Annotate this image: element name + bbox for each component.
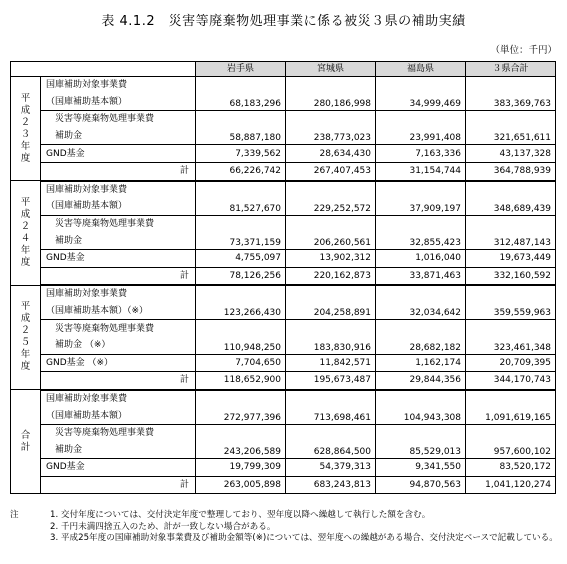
header-corner bbox=[11, 62, 196, 77]
table-body bbox=[11, 77, 556, 494]
era-char: ４ bbox=[20, 232, 31, 244]
value-cell: 7,163,336 bbox=[376, 145, 466, 163]
row-label: （国庫補助基本額） bbox=[41, 407, 196, 424]
era-char: ３ bbox=[20, 128, 31, 140]
subsidy-table bbox=[10, 61, 556, 494]
value-cell: 364,788,939 bbox=[466, 162, 556, 180]
unit-label: （単位：千円） bbox=[490, 45, 557, 56]
era-char: 度 bbox=[20, 152, 31, 164]
table-row bbox=[11, 267, 556, 285]
value-cell: 81,527,670 bbox=[196, 181, 286, 216]
value-cell: 1,091,619,165 bbox=[466, 390, 556, 425]
col-header-fukushima: 福島県 bbox=[376, 62, 466, 77]
value-cell: 19,799,309 bbox=[196, 459, 286, 477]
value-cell: 13,902,312 bbox=[286, 249, 376, 267]
value-cell: 195,673,487 bbox=[286, 372, 376, 390]
row-label: 国庫補助対象事業費 bbox=[41, 181, 196, 199]
row-label: 補助金 bbox=[41, 128, 196, 145]
value-cell: 104,943,308 bbox=[376, 390, 466, 425]
era-char: ２ bbox=[20, 116, 31, 128]
value-cell: 229,252,572 bbox=[286, 181, 376, 216]
value-cell: 332,160,592 bbox=[466, 267, 556, 285]
table-row bbox=[11, 285, 556, 303]
value-cell: 78,126,256 bbox=[196, 267, 286, 285]
value-cell: 7,704,650 bbox=[196, 354, 286, 372]
notes-heading: 注 bbox=[10, 510, 19, 520]
era-char: ５ bbox=[20, 337, 31, 349]
value-cell: 1,041,120,274 bbox=[466, 476, 556, 494]
era-char: 平 bbox=[20, 196, 31, 208]
col-header-total: ３県合計 bbox=[466, 62, 556, 77]
table-row bbox=[11, 354, 556, 372]
value-cell: 54,379,313 bbox=[286, 459, 376, 477]
value-cell: 20,709,395 bbox=[466, 354, 556, 372]
value-cell: 68,183,296 bbox=[196, 77, 286, 111]
row-label: GND基金 bbox=[41, 145, 196, 163]
table-row bbox=[11, 372, 556, 390]
table-row bbox=[11, 162, 556, 180]
era-char: 成 bbox=[20, 313, 31, 325]
value-cell: 1,162,174 bbox=[376, 354, 466, 372]
value-cell: 7,339,562 bbox=[196, 145, 286, 163]
row-label: 国庫補助対象事業費 bbox=[41, 390, 196, 408]
row-label: （国庫補助基本額） bbox=[41, 94, 196, 111]
value-cell: 83,520,172 bbox=[466, 459, 556, 477]
row-label: 国庫補助対象事業費 bbox=[41, 77, 196, 94]
table-row bbox=[11, 145, 556, 163]
era-char: 度 bbox=[20, 361, 31, 373]
era-char: 合 bbox=[20, 429, 31, 441]
col-header-miyagi: 宮城県 bbox=[286, 62, 376, 77]
era-char: 平 bbox=[20, 92, 31, 104]
value-cell: 272,977,396 bbox=[196, 390, 286, 425]
value-cell: 110,948,250 bbox=[196, 320, 286, 354]
table-header-row bbox=[11, 62, 556, 77]
era-char: 年 bbox=[20, 349, 31, 361]
row-label: 補助金 bbox=[41, 232, 196, 249]
value-cell: 628,864,500 bbox=[286, 424, 376, 458]
value-cell: 312,487,143 bbox=[466, 215, 556, 249]
total-label: 計 bbox=[41, 162, 196, 180]
total-label: 計 bbox=[41, 476, 196, 494]
value-cell: 321,651,611 bbox=[466, 111, 556, 145]
notes-section bbox=[10, 510, 560, 545]
document-title: 表 4.1.2 災害等廃棄物処理事業に係る被災３県の補助実績 bbox=[101, 14, 466, 29]
row-label: 国庫補助対象事業費 bbox=[41, 285, 196, 303]
value-cell: 683,243,813 bbox=[286, 476, 376, 494]
value-cell: 85,529,013 bbox=[376, 424, 466, 458]
value-cell: 94,870,563 bbox=[376, 476, 466, 494]
value-cell: 348,689,439 bbox=[466, 181, 556, 216]
table-row bbox=[11, 215, 556, 232]
era-label bbox=[11, 181, 41, 286]
row-label: GND基金 bbox=[41, 249, 196, 267]
value-cell: 33,871,463 bbox=[376, 267, 466, 285]
row-label: （国庫補助基本額） bbox=[41, 198, 196, 215]
value-cell: 1,016,040 bbox=[376, 249, 466, 267]
value-cell: 359,559,963 bbox=[466, 285, 556, 320]
value-cell: 123,266,430 bbox=[196, 285, 286, 320]
era-label bbox=[11, 77, 41, 181]
table-row bbox=[11, 476, 556, 494]
value-cell: 263,005,898 bbox=[196, 476, 286, 494]
era-label bbox=[11, 390, 41, 494]
value-cell: 344,170,743 bbox=[466, 372, 556, 390]
value-cell: 29,844,356 bbox=[376, 372, 466, 390]
row-label: 災害等廃棄物処理事業費 bbox=[41, 320, 196, 337]
value-cell: 28,682,182 bbox=[376, 320, 466, 354]
row-label: 災害等廃棄物処理事業費 bbox=[41, 111, 196, 128]
value-cell: 32,034,642 bbox=[376, 285, 466, 320]
value-cell: 267,407,453 bbox=[286, 162, 376, 180]
value-cell: 383,369,763 bbox=[466, 77, 556, 111]
value-cell: 19,673,449 bbox=[466, 249, 556, 267]
row-label: 補助金 （※） bbox=[41, 337, 196, 354]
value-cell: 280,186,998 bbox=[286, 77, 376, 111]
col-header-iwate: 岩手県 bbox=[196, 62, 286, 77]
value-cell: 323,461,348 bbox=[466, 320, 556, 354]
era-char: ２ bbox=[20, 220, 31, 232]
value-cell: 23,991,408 bbox=[376, 111, 466, 145]
era-char: 成 bbox=[20, 208, 31, 220]
value-cell: 58,887,180 bbox=[196, 111, 286, 145]
table-row bbox=[11, 459, 556, 477]
value-cell: 4,755,097 bbox=[196, 249, 286, 267]
value-cell: 957,600,102 bbox=[466, 424, 556, 458]
row-label: 補助金 bbox=[41, 441, 196, 458]
era-char: ２ bbox=[20, 325, 31, 337]
table-row bbox=[11, 181, 556, 199]
table-row bbox=[11, 320, 556, 337]
note-item: 1. 交付年度については、交付決定年度で整理しており、翌年度以降へ繰越して執行した額を含む。 bbox=[50, 510, 431, 520]
value-cell: 73,371,159 bbox=[196, 215, 286, 249]
value-cell: 243,206,589 bbox=[196, 424, 286, 458]
value-cell: 183,830,916 bbox=[286, 320, 376, 354]
value-cell: 204,258,891 bbox=[286, 285, 376, 320]
value-cell: 43,137,328 bbox=[466, 145, 556, 163]
total-label: 計 bbox=[41, 372, 196, 390]
total-label: 計 bbox=[41, 267, 196, 285]
era-char: 計 bbox=[20, 441, 31, 453]
era-char: 平 bbox=[20, 301, 31, 313]
row-label: GND基金 bbox=[41, 459, 196, 477]
value-cell: 31,154,744 bbox=[376, 162, 466, 180]
value-cell: 66,226,742 bbox=[196, 162, 286, 180]
value-cell: 11,842,571 bbox=[286, 354, 376, 372]
value-cell: 206,260,561 bbox=[286, 215, 376, 249]
table-row bbox=[11, 77, 556, 94]
value-cell: 28,634,430 bbox=[286, 145, 376, 163]
era-label bbox=[11, 285, 41, 390]
value-cell: 220,162,873 bbox=[286, 267, 376, 285]
value-cell: 34,999,469 bbox=[376, 77, 466, 111]
row-label: 災害等廃棄物処理事業費 bbox=[41, 424, 196, 441]
row-label: 災害等廃棄物処理事業費 bbox=[41, 215, 196, 232]
note-item: 3. 平成25年度の国庫補助対象事業費及び補助金額等(※)については、翌年度への繰越がある場合、交付決定ベースで記載している。 bbox=[50, 533, 558, 543]
row-label: （国庫補助基本額）（※） bbox=[41, 303, 196, 320]
value-cell: 238,773,023 bbox=[286, 111, 376, 145]
note-item: 2. 千円未満四捨五入のため、計が一致しない場合がある。 bbox=[50, 521, 276, 532]
value-cell: 32,855,423 bbox=[376, 215, 466, 249]
value-cell: 37,909,197 bbox=[376, 181, 466, 216]
table-row bbox=[11, 390, 556, 408]
era-char: 成 bbox=[20, 104, 31, 116]
era-char: 年 bbox=[20, 244, 31, 256]
value-cell: 118,652,900 bbox=[196, 372, 286, 390]
row-label: GND基金 （※） bbox=[41, 354, 196, 372]
table-row bbox=[11, 111, 556, 128]
value-cell: 713,698,461 bbox=[286, 390, 376, 425]
era-char: 度 bbox=[20, 256, 31, 268]
table-row bbox=[11, 424, 556, 441]
era-char: 年 bbox=[20, 140, 31, 152]
table-row bbox=[11, 249, 556, 267]
value-cell: 9,341,550 bbox=[376, 459, 466, 477]
